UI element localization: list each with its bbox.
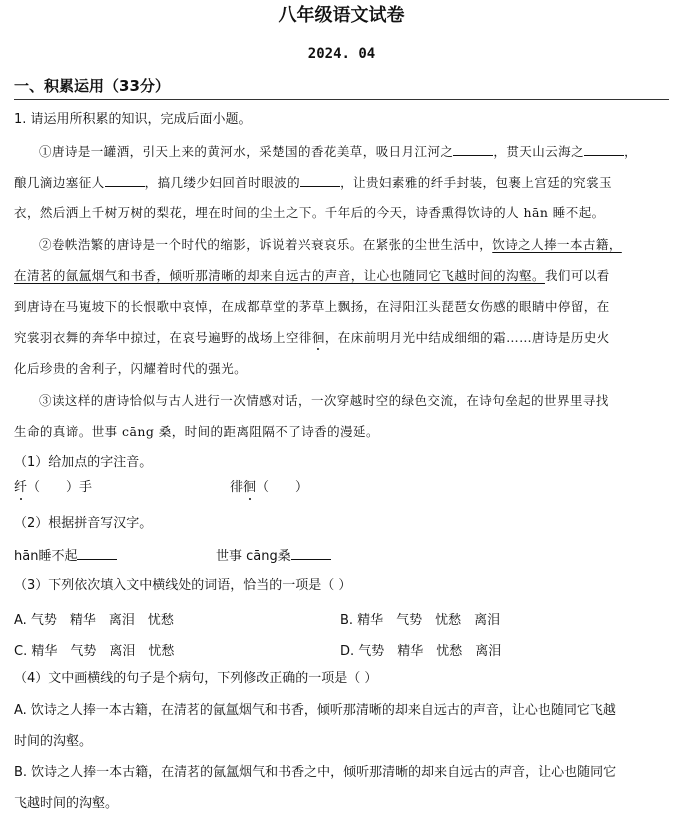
option-a-line[interactable]: A. 饮诗之人捧一本古籍，在清茗的氤氲烟气和书香，倾听那清晰的却来自远古的声音，让心也随同它飞越 bbox=[14, 703, 616, 718]
section-title: 一、积累运用（33分） bbox=[14, 77, 170, 95]
option-d[interactable]: D. 气势 精华 忧愁 离泪 bbox=[340, 644, 502, 659]
passage-line: 生命的真谛。世事 cāng 桑，时间的距离阻隔不了诗香的漫延。 bbox=[14, 424, 379, 439]
fill-blank-1 bbox=[453, 143, 493, 156]
option-b[interactable]: B. 精华 气势 忧愁 离泪 bbox=[340, 613, 501, 628]
option-b-line[interactable]: B. 饮诗之人捧一本古籍，在清茗的氤氲烟气和书香之中，倾听那清晰的却来自远古的声音，让心也随同它 bbox=[14, 765, 617, 780]
fill-blank-2 bbox=[584, 143, 624, 156]
pinyin-item-1: 纤（ ）手 bbox=[14, 480, 93, 495]
hanzi-item-2: 世事 cāng桑 bbox=[216, 547, 331, 565]
passage-line: 酿几滴边塞征人 ，搞几缕少妇回首时眼波的 ，让贵妇素雅的纤手封装，包裹上宫廷的究裳玉 bbox=[14, 175, 613, 190]
fill-blank-4 bbox=[300, 174, 340, 187]
option-c[interactable]: C. 精华 气势 离泪 忧愁 bbox=[14, 644, 175, 659]
passage-line: ①唐诗是一罐酒，引天上来的黄河水，采楚国的香花美草，吸日月江河之 ，贯天山云海之 ， bbox=[39, 144, 638, 159]
passage-line: 衣，然后洒上千树万树的梨花，埋在时间的尘土之下。千年后的今天，诗香熏得饮诗的人 hān 睡不起。 bbox=[14, 205, 605, 220]
passage-line: 究裳羽衣舞的奔华中掠过，在哀号遍野的战场上空徘徊，在床前明月光中结成细细的霜……唐诗是历史火 bbox=[14, 330, 610, 345]
underlined-sentence: 在清茗的氤氲烟气和书香，倾听那清晰的却来自远古的声音，让心也随同它飞越时间的沟壑。 bbox=[14, 268, 545, 283]
sub-question-2: （2）根据拼音写汉字。 bbox=[14, 516, 153, 531]
passage-line: ③读这样的唐诗恰似与古人进行一次情感对话，一次穿越时空的绿色交流，在诗句垒起的世界里寻找 bbox=[39, 393, 609, 408]
option-b-line[interactable]: 飞越时间的沟壑。 bbox=[14, 796, 119, 811]
sub-question-3: （3）下列依次填入文中横线处的词语，恰当的一项是（ ） bbox=[14, 578, 352, 593]
passage-line: 到唐诗在马嵬坡下的长恨歌中哀悼，在成都草堂的茅草上飘扬，在浔阳江头琵琶女伤感的眼睛中停留，在 bbox=[14, 299, 610, 314]
page-title: 八年级语文试卷 bbox=[278, 5, 405, 26]
sub-question-4: （4）文中画横线的句子是个病句，下列修改正确的一项是（ ） bbox=[14, 671, 378, 686]
passage-line: ②卷帙浩繁的唐诗是一个时代的缩影，诉说着兴衰哀乐。在紧张的尘世生活中，饮诗之人捧一本古籍， bbox=[39, 237, 622, 252]
fill-blank-3 bbox=[105, 174, 145, 187]
option-a[interactable]: A. 气势 精华 离泪 忧愁 bbox=[14, 613, 174, 628]
sub-question-1: （1）给加点的字注音。 bbox=[14, 455, 153, 470]
underlined-sentence: 饮诗之人捧一本古籍， bbox=[492, 237, 622, 252]
passage-line: 化后珍贵的舍利子，闪耀着时代的强光。 bbox=[14, 361, 248, 376]
hanzi-item-1: hān睡不起 bbox=[14, 547, 117, 565]
pinyin-item-2: 徘徊（ ） bbox=[230, 480, 309, 495]
exam-date: 2024. 04 bbox=[307, 46, 376, 62]
passage-line: 在清茗的氤氲烟气和书香，倾听那清晰的却来自远古的声音，让心也随同它飞越时间的沟壑。我们可以看 bbox=[14, 268, 610, 283]
section-divider bbox=[14, 99, 669, 100]
option-a-line[interactable]: 时间的沟壑。 bbox=[14, 734, 93, 749]
question-stem: 1. 请运用所积累的知识，完成后面小题。 bbox=[14, 112, 252, 127]
dotted-char: 徊 bbox=[311, 330, 325, 345]
